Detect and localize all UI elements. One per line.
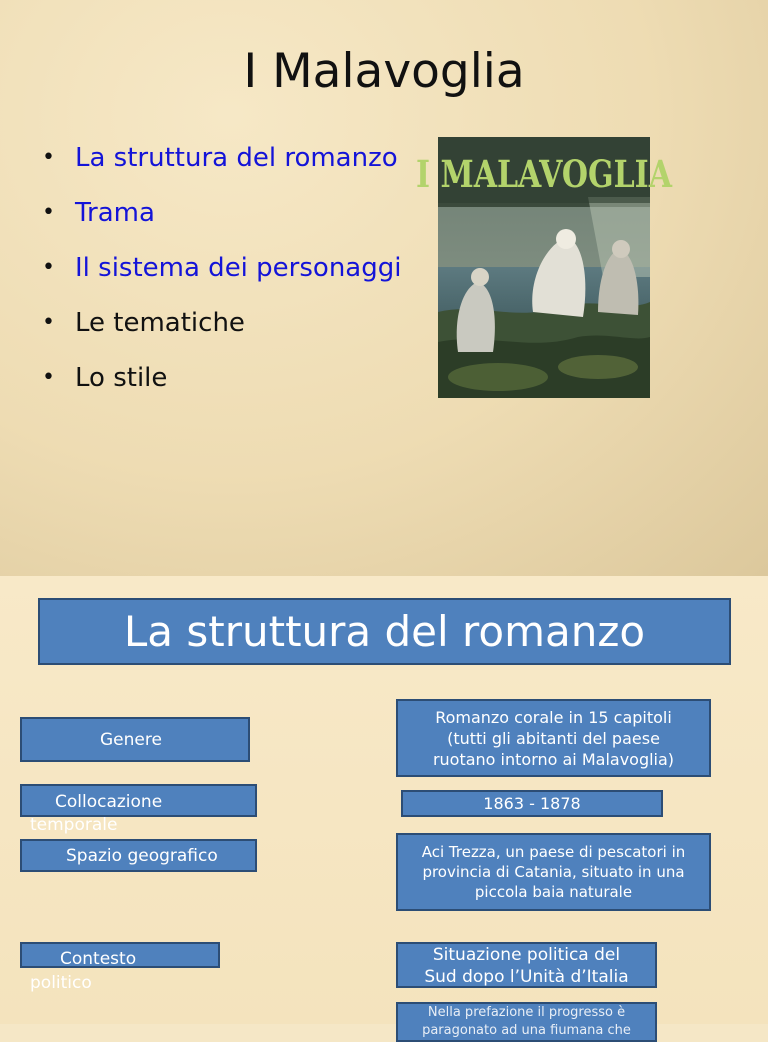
value-prefazione <box>396 1002 657 1042</box>
value-aci-trezza <box>396 833 711 911</box>
value-romanzo-line1: Romanzo corale in 15 capitoli <box>435 708 672 727</box>
book-cover-painting <box>416 137 672 398</box>
topic-text-tematiche: Le tematiche <box>75 308 245 338</box>
label-collocazione <box>20 784 257 835</box>
topic-link-trama[interactable]: Trama <box>75 198 155 228</box>
label-spazio <box>20 839 257 872</box>
value-situazione <box>396 942 657 988</box>
slide-1-title: I Malavoglia <box>243 44 525 99</box>
topic-item-struttura[interactable] <box>42 138 401 193</box>
label-genere <box>20 717 250 762</box>
topic-text-stile: Lo stile <box>75 363 168 393</box>
book-cover-image <box>416 137 672 398</box>
value-aci-line1: Aci Trezza, un paese di pescatori in <box>421 843 686 861</box>
value-anni <box>401 790 663 817</box>
value-situazione-line2: Sud dopo l’Unità d’Italia <box>424 967 629 987</box>
value-romanzo <box>396 699 711 777</box>
label-contesto-line1: Contesto <box>60 949 137 969</box>
bullet-icon: • <box>42 200 55 225</box>
topic-item-personaggi[interactable] <box>42 248 401 303</box>
value-romanzo-line2: (tutti gli abitanti del paese <box>447 729 660 748</box>
label-spazio-text: Spazio geografico <box>66 846 218 866</box>
slide-2-title: La struttura del romanzo <box>38 598 731 665</box>
value-aci-line3: piccola baia naturale <box>474 883 633 901</box>
topic-item-tematiche <box>42 303 401 358</box>
value-romanzo-line3: ruotano intorno ai Malavoglia) <box>432 750 675 769</box>
value-situazione-line1: Situazione politica del <box>432 945 621 965</box>
label-collocazione-line1: Collocazione <box>55 792 163 812</box>
topic-list <box>42 138 401 413</box>
value-anni-text: 1863 - 1878 <box>483 794 581 813</box>
value-aci-line2: provincia di Catania, situato in una <box>422 863 685 881</box>
label-contesto <box>20 942 220 993</box>
label-contesto-line2: politico <box>30 973 92 993</box>
value-prefazione-line1: Nella prefazione il progresso è <box>427 1005 626 1020</box>
topic-link-personaggi[interactable]: Il sistema dei personaggi <box>75 253 402 283</box>
bullet-icon: • <box>42 365 55 390</box>
topic-item-trama[interactable] <box>42 193 401 248</box>
value-prefazione-line2: paragonato ad una fiumana che <box>422 1023 631 1038</box>
label-collocazione-line2: temporale <box>30 815 118 835</box>
slide-2 <box>0 576 768 1038</box>
topic-link-struttura[interactable]: La struttura del romanzo <box>75 143 398 173</box>
topic-item-stile <box>42 358 401 413</box>
cover-title: I MALAVOGLIA <box>416 152 672 197</box>
bullet-icon: • <box>42 255 55 280</box>
bullet-icon: • <box>42 145 55 170</box>
bullet-icon: • <box>42 310 55 335</box>
label-genere-text: Genere <box>100 730 162 750</box>
